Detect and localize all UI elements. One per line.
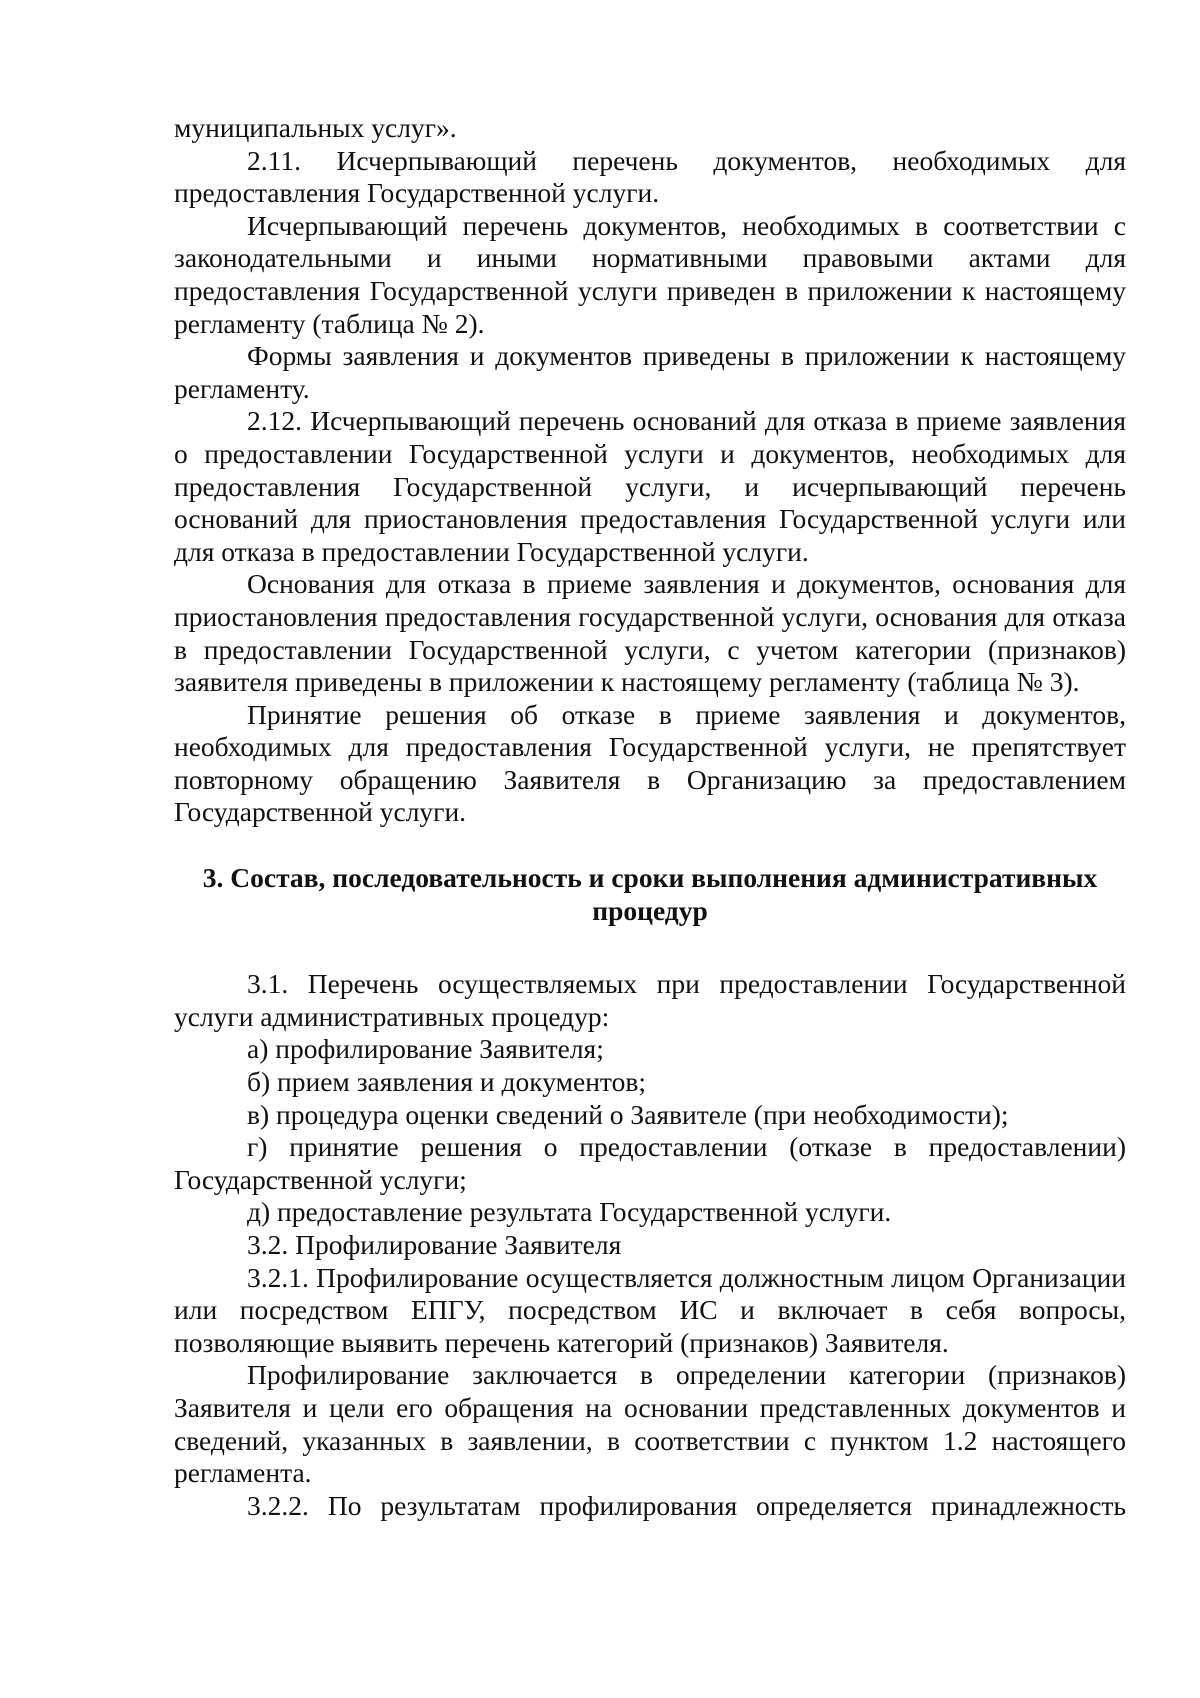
paragraph-documents-list: Исчерпывающий перечень документов, необходимых в соответствии с законодательными и иными нормативными правовыми актами для предоставления Государственной услуги приведен в приложении к настоящему регламенту (таблица № 2). bbox=[174, 209, 1126, 339]
paragraph-refusal-grounds: Основания для отказа в приеме заявления и документов, основания для приостановления предоставления государственной услуги, основания для отказа в предоставлении Государственной услуги, с учетом категории (признаков) заявителя приведены в приложении к настоящему регламенту (таблица № 3). bbox=[174, 568, 1126, 698]
paragraph-continuation: муниципальных услуг». bbox=[174, 112, 457, 143]
paragraph-refusal-decision: Принятие решения об отказе в приеме заявления и документов, необходимых для предоставления Государственной услуги, не препятствует повторному обращению Заявителя в Организацию за предоставлением Государственной услуги. bbox=[174, 698, 1126, 828]
paragraph-2-11: 2.11. Исчерпывающий перечень документов, необходимых для предоставления Государственной услуги. bbox=[174, 144, 1126, 209]
list-item-v: в) процедура оценки сведений о Заявителе (при необходимости); bbox=[247, 1098, 1009, 1130]
paragraph-forms: Формы заявления и документов приведены в приложении к настоящему регламенту. bbox=[174, 340, 1126, 404]
list-item-g: г) принятие решения о предоставлении (отказе в предоставлении) Государственной услуги; bbox=[174, 1131, 1126, 1195]
paragraph-2-12: 2.12. Исчерпывающий перечень оснований для отказа в приеме заявления о предоставлении Государственной услуги и документов, необходимых для предоставления Государственной услуги, и исчерпывающий перечень оснований для приостановления предоставления Государственной услуги или для отказа в предоставлении Государственной услуги. bbox=[174, 405, 1126, 567]
document-body bbox=[174, 112, 1126, 1522]
list-item-b: б) прием заявления и документов; bbox=[247, 1066, 646, 1098]
paragraph-3-2-1: 3.2.1. Профилирование осуществляется должностным лицом Организации или посредством ЕПГУ, посредством ИС и включает в себя вопросы, позволяющие выявить перечень категорий (признаков) Заявителя. bbox=[174, 1261, 1126, 1358]
paragraph-3-2-2: 3.2.2. По результатам профилирования определяется принадлежность bbox=[247, 1489, 1126, 1521]
list-item-a: а) профилирование Заявителя; bbox=[247, 1033, 604, 1065]
section-3-heading: 3. Состав, последовательность и сроки выполнения административных процедур bbox=[202, 862, 1098, 926]
paragraph-3-2: 3.2. Профилирование Заявителя bbox=[247, 1229, 622, 1260]
paragraph-3-1: 3.1. Перечень осуществляемых при предоставлении Государственной услуги административных процедур: bbox=[174, 968, 1126, 1032]
paragraph-profiling: Профилирование заключается в определении категории (признаков) Заявителя и цели его обращения на основании представленных документов и сведений, указанных в заявлении, в соответствии с пунктом 1.2 настоящего регламента. bbox=[174, 1359, 1126, 1489]
list-item-d: д) предоставление результата Государственной услуги. bbox=[247, 1196, 892, 1228]
